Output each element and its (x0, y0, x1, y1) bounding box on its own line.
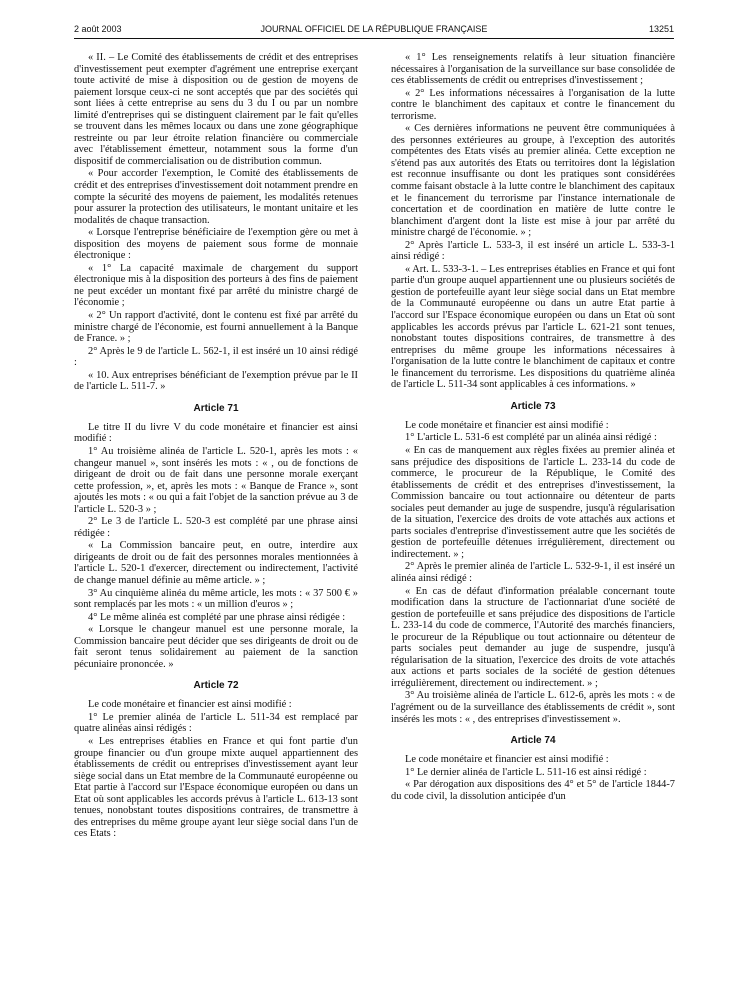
paragraph: « Art. L. 533-3-1. – Les entreprises établies en France et qui font partie d'un groupe auquel appartiennent une ou plusieurs sociétés de gestion de portefeuille ayant leur siège social dans un Etat membre de la Communauté européenne ou dans un autre Etat partie à l'accord sur l'Espace économique européen ou dans un Etat où sont applicables les accords prévus par l'article L. 621-21 sont tenues, nonobstant toutes dispositions contraires, de transmettre à des entreprises du même groupe les informations nécessaires à l'organisation de la lutte contre le blanchiment de capitaux et contre le financement du terrorisme. Les dispositions du quatrième alinéa de l'article L. 511-34 sont applicables à ces informations. » (391, 263, 675, 391)
paragraph: « La Commission bancaire peut, en outre, interdire aux dirigeants de droit ou de fait des personnes morales mentionnées à l'article L. 520-1 d'exercer, directement ou indirectement, l'activité de change manuel définie au même article. » ; (74, 540, 358, 586)
left-column (74, 52, 358, 840)
paragraph: Le code monétaire et financier est ainsi modifié : (405, 419, 609, 431)
paragraph: 1° L'article L. 531-6 est complété par un alinéa ainsi rédigé : (405, 432, 657, 444)
header-page-number: 13251 (648, 24, 674, 34)
paragraph: 2° Après le 9 de l'article L. 562-1, il est inséré un 10 ainsi rédigé : (74, 345, 358, 369)
paragraph: « II. – Le Comité des établissements de crédit et des entreprises d'investissement peut exempter d'agrément une entreprise exerçant toute activité de mise à disposition ou de gestion de moyens de paiement lorsque ceux-ci ne sont acceptés que par des sociétés qui sont liées à cette entreprise au sens du 3 du I ou par un nombre limité d'entreprises qui se distinguent clairement par le fait qu'elles se trouvent dans les mêmes locaux ou dans une zone géographique restreinte ou par leur étroite relation financière ou commerciale avec l'établissement émetteur, notamment sous la forme d'un dispositif de commercialisation ou de distribution commun. (74, 52, 358, 167)
paragraph: Le titre II du livre V du code monétaire et financier est ainsi modifié : (74, 421, 358, 445)
paragraph: Le code monétaire et financier est ainsi modifié : (88, 699, 292, 711)
paragraph: « Ces dernières informations ne peuvent être communiquées à des personnes extérieures au groupe, à l'exception des autorités compétentes des Etats visés au premier alinéa. Cette exception ne s'étend pas aux autorités des Etats ou territoires dont la législation est reconnue insuffisante ou dont les pratiques sont considérées comme faisant obstacle à la lutte contre le blanchiment des capitaux et le financement du terrorisme par l'instance internationale de concertation et de coordination en matière de lutte contre le blanchiment d'argent dont la liste est mise à jour par arrêté du ministre chargé de l'économie. » ; (391, 123, 675, 239)
paragraph: Le code monétaire et financier est ainsi modifié : (405, 754, 609, 766)
right-column (391, 52, 675, 802)
paragraph: « 1° La capacité maximale de chargement du support électronique mis à la disposition des porteurs à des fins de paiement ne peut excéder un montant fixé par arrêté du ministre chargé de l'économie ; (74, 262, 358, 309)
paragraph: 1° Le premier alinéa de l'article L. 511-34 est remplacé par quatre alinéas ainsi rédigés : (74, 711, 358, 735)
page-header (74, 22, 674, 39)
article-74-heading: Article 74 (510, 735, 556, 747)
paragraph: « Les entreprises établies en France et qui font partie d'un groupe financier ou d'un groupe mixte auquel appartiennent des établissements de crédit ou entreprises d'investissement ayant leur siège social dans un Etat membre de la Communauté européenne ou Etat partie à l'accord sur l'Espace économique européen ou dans un Etat où sont applicables les accords prévus à l'article L. 613-13 sont tenues, nonobstant toutes dispositions contraires, de transmettre à des entreprises du même groupe ayant leur siège social dans l'un de ces Etats : (74, 735, 358, 840)
paragraph: « 2° Les informations nécessaires à l'organisation de la lutte contre le blanchiment des capitaux et contre le financement du terrorisme. (391, 87, 675, 122)
header-date: 2 août 2003 (74, 24, 122, 34)
article-73-heading: Article 73 (510, 400, 556, 412)
paragraph: « Lorsque le changeur manuel est une personne morale, la Commission bancaire peut décider que ses dirigeants de droit ou de fait seront tenus solidairement au paiement de la sanction pécuniaire prononcée. » (74, 624, 358, 670)
paragraph: « 1° Les renseignements relatifs à leur situation financière nécessaires à l'organisation de la surveillance sur base consolidée de ces établissements de crédit ou entreprises d'investissement ; (391, 52, 675, 87)
paragraph: « En cas de manquement aux règles fixées au premier alinéa et sans préjudice des dispositions de l'article L. 233-14 du code de commerce, le procureur de la République, le Comité des établissements de crédit et des entreprises d'investissement, la Commission bancaire ou tout actionnaire ou détenteur de parts sociales peut demander au juge de suspendre, jusqu'à régularisation de la situation, l'exercice des droits de vote attachés aux actions et parts sociales d'entreprise d'investissement autre que les sociétés de gestion de portefeuille détenues irrégulièrement, directement ou indirectement. » ; (391, 444, 675, 560)
paragraph: « Lorsque l'entreprise bénéficiaire de l'exemption gère ou met à disposition des moyens de paiement sous forme de monnaie électronique : (74, 227, 358, 262)
paragraph: 3° Au troisième alinéa de l'article L. 612-6, après les mots : « de l'agrément ou de la surveillance des établissements de crédit », sont insérés les mots : « , des entreprises d'investissement ». (391, 690, 675, 725)
article-72-heading: Article 72 (193, 680, 239, 692)
paragraph: « Par dérogation aux dispositions des 4° et 5° de l'article 1844-7 du code civil, la dissolution anticipée d'un (391, 779, 675, 802)
paragraph: 3° Au cinquième alinéa du même article, les mots : « 37 500 € » sont remplacés par les mots : « un million d'euros » ; (74, 587, 358, 611)
paragraph: 4° Le même alinéa est complété par une phrase ainsi rédigée : (88, 611, 346, 623)
paragraph: 2° Après le premier alinéa de l'article L. 532-9-1, il est inséré un alinéa ainsi rédigé : (391, 561, 675, 584)
article-71-heading: Article 71 (193, 402, 239, 414)
paragraph: « 10. Aux entreprises bénéficiant de l'exemption prévue par le II de l'article L. 511-7. » (74, 369, 358, 393)
paragraph: 1° Au troisième alinéa de l'article L. 520-1, après les mots : « changeur manuel », sont insérés les mots : « , ou de fonctions de dirigeant de droit ou de fait dans une personne morale exerçant cette profession, », et, après les mots : « Banque de France », sont ajoutés les mots : « ou qui a fait l'objet de la sanction prévue au 3 de l'article L. 520-3 » ; (74, 445, 358, 515)
paragraph: « Pour accorder l'exemption, le Comité des établissements de crédit et des entreprises d'investissement doit notamment prendre en compte la sécurité des moyens de paiement, les modalités retenues pour assurer la protection des utilisateurs, le montant unitaire et les modalités de chaque transaction. (74, 168, 358, 226)
paragraph: « En cas de défaut d'information préalable concernant toute modification dans la structure de l'actionnariat d'une société de gestion de portefeuille et sans préjudice des dispositions de l'article L. 233-14 du code de commerce, l'Autorité des marchés financiers, le procureur de la République ou tout actionnaire ou détenteur de parts sociales peut demander au juge de suspendre, jusqu'à régularisation de la situation, l'exercice des droits de vote attachés aux actions et parts sociales de la société de gestion détenues irrégulièrement, directement ou indirectement. » ; (391, 585, 675, 689)
paragraph: 2° Le 3 de l'article L. 520-3 est complété par une phrase ainsi rédigée : (74, 516, 358, 539)
paragraph: « 2° Un rapport d'activité, dont le contenu est fixé par arrêté du ministre chargé de l'économie, est fourni annuellement à la Banque de France. » ; (74, 310, 358, 345)
header-journal-title: JOURNAL OFFICIEL DE LA RÉPUBLIQUE FRANÇAISE (260, 24, 488, 34)
paragraph: 1° Le dernier alinéa de l'article L. 511-16 est ainsi rédigé : (405, 766, 647, 778)
paragraph: 2° Après l'article L. 533-3, il est inséré un article L. 533-3-1 ainsi rédigé : (391, 239, 675, 263)
